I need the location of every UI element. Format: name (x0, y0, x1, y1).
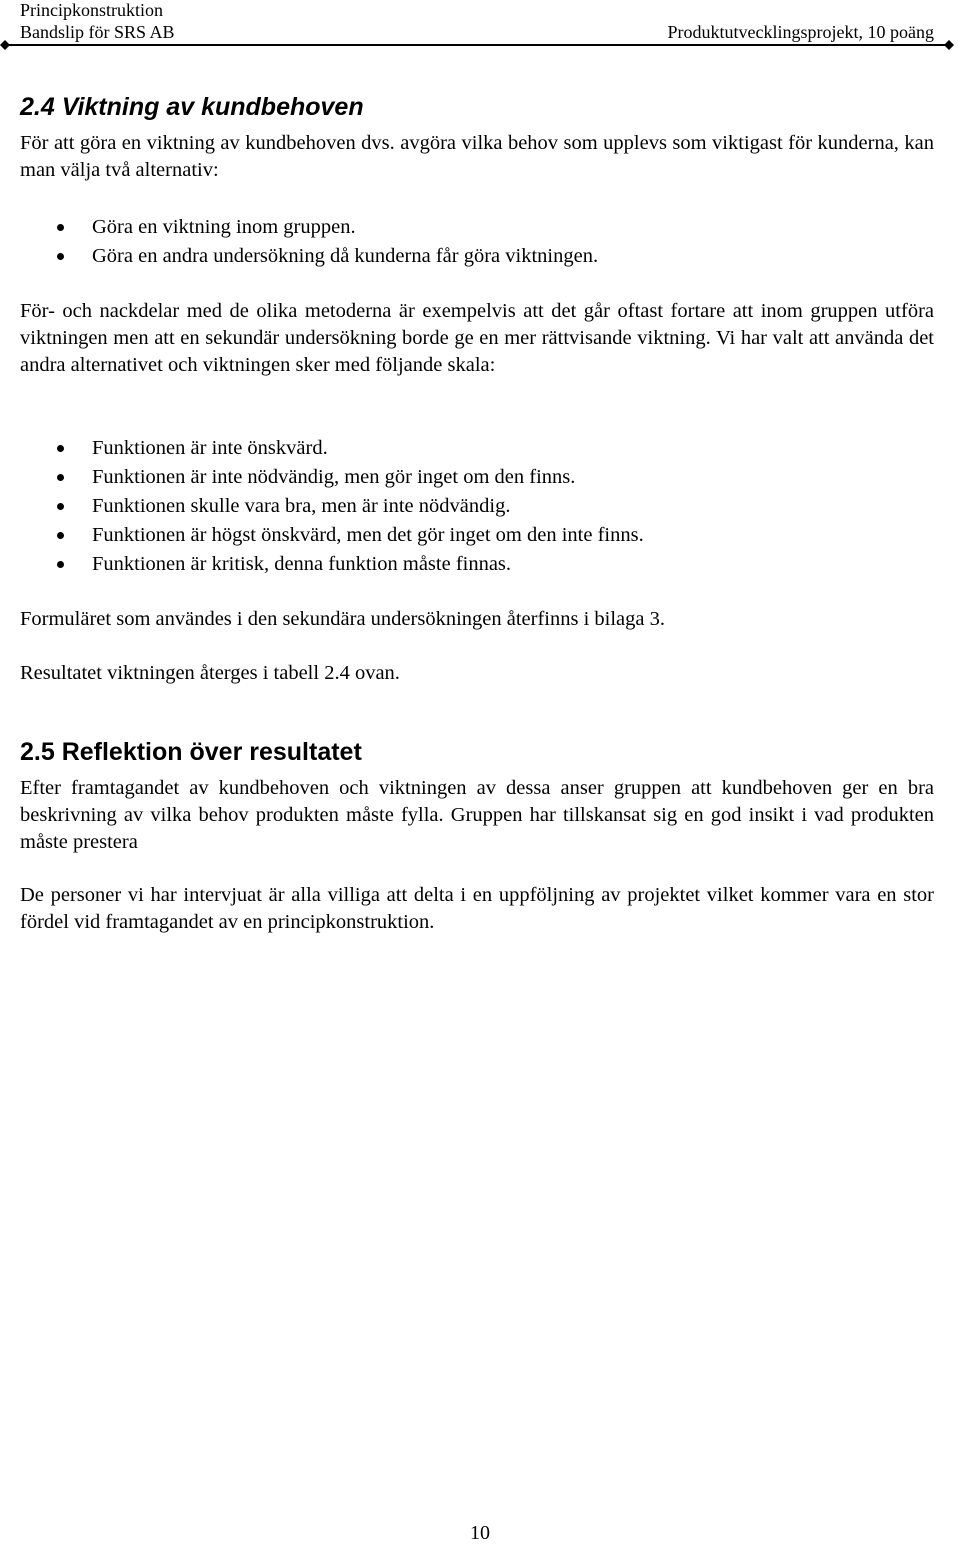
bullet-icon (57, 253, 64, 260)
list-item-text: Funktionen är högst önskvärd, men det gör inget om den inte finns. (92, 524, 644, 546)
bullet-icon (57, 474, 64, 481)
list-item-text: Funktionen är inte önskvärd. (92, 437, 328, 459)
list-item-text: Funktionen är kritisk, denna funktion måste finnas. (92, 553, 512, 575)
section-2-4-discussion: För- och nackdelar med de olika metoderna är exempelvis att det går oftast fortare att inom gruppen utföra viktningen men att en sekundär undersökning borde ge en mer rättvisande viktning. Vi har valt att använda det andra alternativet och viktningen sker med följande skala: (20, 300, 934, 376)
header-company: Bandslip för SRS AB (20, 22, 175, 42)
list-item (20, 463, 934, 492)
header-rule-diamond-left (0, 40, 10, 50)
header-rule-diamond-right (944, 40, 954, 50)
list-item (20, 492, 934, 521)
alternatives-list (20, 213, 934, 271)
header-title: Principkonstruktion (20, 0, 163, 20)
section-2-5-para-1: Efter framtagandet av kundbehoven och viktningen av dessa anser gruppen att kundbehoven ger en bra beskrivning av vilka behov produkten måste fylla. Gruppen har tillskansat sig en god insikt i vad produkten måste prestera (20, 777, 934, 853)
list-item-text: Funktionen skulle vara bra, men är inte nödvändig. (92, 495, 511, 517)
section-heading-2-5: 2.5 Reflektion över resultatet (20, 738, 362, 766)
page-number: 10 (470, 1522, 490, 1544)
list-item (20, 550, 934, 579)
section-2-5-para-2: De personer vi har intervjuat är alla villiga att delta i en uppföljning av projektet vilket kommer vara en stor fördel vid framtagandet av en principkonstruktion. (20, 884, 934, 933)
section-2-4-intro: För att göra en viktning av kundbehoven dvs. avgöra vilka behov som upplevs som viktigast för kunderna, kan man välja två alternativ: (20, 132, 934, 181)
bullet-icon (57, 503, 64, 510)
scale-list (20, 434, 934, 579)
list-item (20, 521, 934, 550)
list-item-text: Göra en viktning inom gruppen. (92, 216, 356, 238)
list-item-text: Funktionen är inte nödvändig, men gör inget om den finns. (92, 466, 576, 488)
result-note: Resultatet viktningen återges i tabell 2.4 ovan. (20, 662, 400, 684)
bullet-icon (57, 224, 64, 231)
bullet-icon (57, 445, 64, 452)
header-project: Produktutvecklingsprojekt, 10 poäng (667, 22, 934, 42)
bullet-icon (57, 532, 64, 539)
list-item (20, 434, 934, 463)
section-heading-2-4: 2.4 Viktning av kundbehoven (20, 93, 364, 121)
list-item (20, 242, 934, 271)
header-rule (4, 44, 950, 46)
bullet-icon (57, 561, 64, 568)
form-note: Formuläret som användes i den sekundära undersökningen återfinns i bilaga 3. (20, 608, 666, 630)
list-item-text: Göra en andra undersökning då kunderna får göra viktningen. (92, 245, 599, 267)
list-item (20, 213, 934, 242)
